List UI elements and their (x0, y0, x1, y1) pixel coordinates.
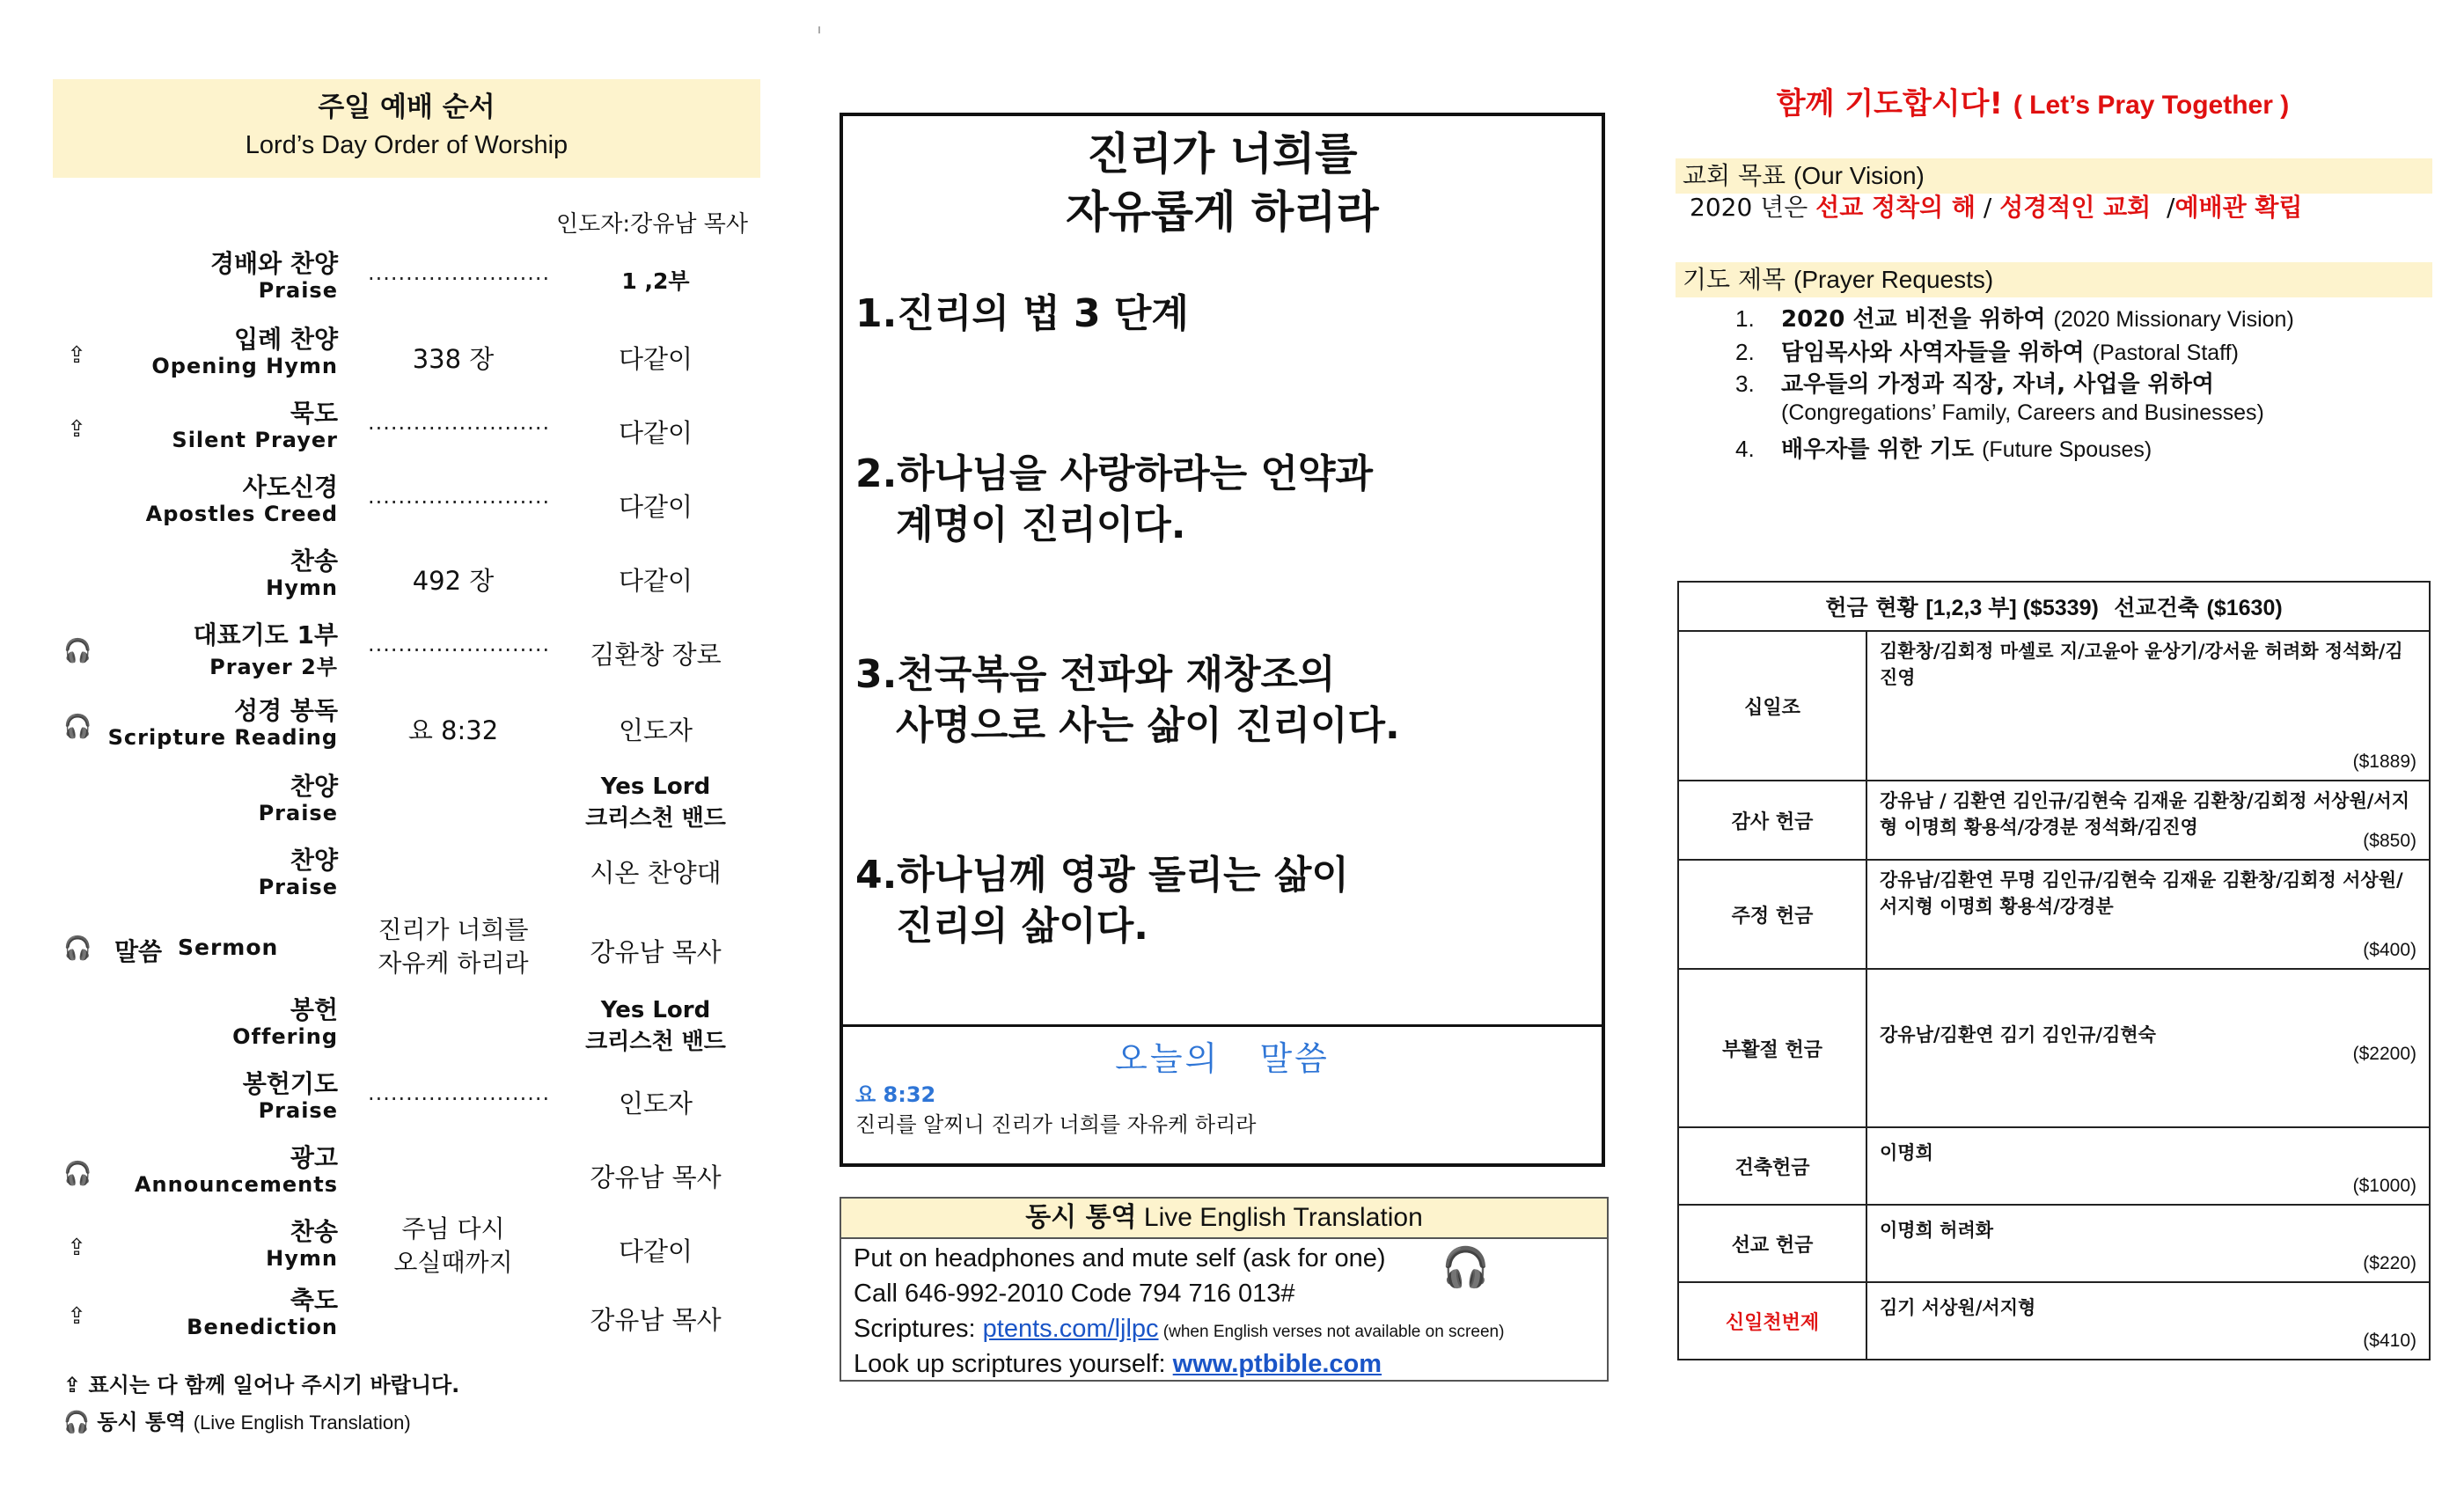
offering-category: 신일천번제 (1678, 1282, 1866, 1360)
order-item-en: Praise (258, 875, 338, 899)
translation-header (841, 1199, 1607, 1239)
translation-head-ko: 동시 통역 (1025, 1202, 1137, 1233)
order-item-en: Prayer 2부 (209, 655, 338, 679)
headphones-icon: 🎧 (63, 1410, 90, 1434)
offering-header-building: ($1630) (2206, 596, 2283, 620)
order-item-en: Praise (258, 1098, 338, 1123)
offering-names-cell (1866, 1127, 2430, 1205)
order-item-right: 다같이 (618, 344, 693, 374)
sermon-point: 1.진리의 법 3 단계 (855, 291, 1189, 336)
divider (843, 1024, 1602, 1027)
order-item-en: Praise (258, 278, 338, 303)
translation-scriptures (854, 1315, 1504, 1344)
order-item-mid: 338 장 (412, 344, 495, 374)
mid-line-1: 주님 다시 (401, 1214, 505, 1243)
pray-title-ko: 함께 기도합시다! (1776, 86, 2013, 121)
offering-names: 김기 서상원/서지형 (1880, 1297, 2036, 1318)
sermon-title (843, 125, 1602, 241)
offering-names-cell (1866, 781, 2430, 860)
order-item-praise-choir (0, 841, 792, 912)
order-item-ko: 입례 찬양 (234, 325, 338, 354)
mid-line-1: 진리가 너희를 (378, 915, 529, 944)
order-item-right: 인도자 (618, 1089, 693, 1118)
offering-category: 부활절 헌금 (1678, 969, 1866, 1127)
offering-amount: ($1000) (2352, 1176, 2416, 1196)
offering-amount: ($850) (2363, 831, 2416, 851)
vision-statement (1690, 188, 2302, 224)
order-item-en: Opening Hymn (151, 354, 338, 378)
scriptures-link[interactable]: ptents.com/ljlpc (982, 1315, 1159, 1343)
offering-row (1678, 969, 2430, 1127)
order-item-right: 다같이 (618, 418, 693, 448)
order-item-right: 강유남 목사 (590, 1162, 722, 1192)
prayer-request (1735, 301, 2294, 334)
offering-names: 김환창/김회정 마셀로 지/고윤아 윤상기/강서윤 허려화 정석화/김진영 (1880, 641, 2403, 688)
order-item-right: 다같이 (618, 1236, 693, 1266)
translation-note-en: (Live English Translation) (193, 1412, 411, 1434)
headphones-icon: 🎧 (63, 935, 92, 962)
worship-leader: 인도자:강유남 목사 (556, 211, 748, 238)
stand-up-icon: ⇪ (67, 416, 86, 443)
sermon-label-ko: 말씀 (114, 937, 163, 966)
dot-leader: ........................ (368, 1081, 551, 1105)
headphones-icon: 🎧 (63, 638, 92, 664)
vision-item: 성경적인 교회 (1999, 193, 2152, 222)
sermon-label-en: Sermon (178, 935, 279, 960)
order-item-silent-prayer (0, 394, 792, 465)
sermon-box (840, 113, 1605, 1167)
order-item-ko: 광고 (290, 1143, 338, 1172)
vision-item: 예배관 확립 (2174, 193, 2303, 222)
order-item-ko: 경배와 찬양 (210, 249, 338, 278)
todays-verse-title: 오늘의 말씀 (1115, 1039, 1330, 1078)
request-ko: 담임목사와 사역자들을 위하여 (1781, 340, 2093, 366)
order-item-apostles-creed (0, 468, 792, 539)
order-item-en: Silent Prayer (172, 428, 338, 452)
request-en: (2020 Missionary Vision) (2053, 307, 2294, 332)
offering-names: 강유남/김환연 무명 김인규/김현숙 김재윤 김환창/김회정 서상원/서지형 이명희 황용석/강경분 (1880, 869, 2403, 917)
order-item-mid: 492 장 (412, 566, 495, 596)
ptbible-link[interactable]: www.ptbible.com (1172, 1350, 1382, 1378)
offering-names-cell (1866, 860, 2430, 969)
translation-call-info: Call 646-992-2010 Code 794 716 013# (854, 1280, 1295, 1308)
right-line-2: 크리스천 밴드 (585, 805, 726, 832)
order-item-scripture-reading (0, 692, 792, 762)
order-item-right (554, 771, 757, 834)
stand-note: ⇪ 표시는 다 함께 일어나 주시기 바랍니다. (63, 1373, 460, 1397)
mid-line-2: 오실때까지 (393, 1248, 513, 1277)
offering-row (1678, 1205, 2430, 1282)
offering-row (1678, 1282, 2430, 1360)
order-item-ko: 찬송 (290, 1217, 338, 1246)
lookup-label: Look up scriptures yourself: (854, 1350, 1173, 1378)
offering-amount: ($400) (2363, 940, 2416, 960)
offering-category: 십일조 (1678, 631, 1866, 781)
request-en: (Future Spouses) (1982, 437, 2152, 462)
verse-text: 진리를 알찌니 진리가 너희를 자유케 하리라 (855, 1112, 1257, 1137)
sermon-title-line-2: 자유롭게 하리라 (1066, 187, 1379, 238)
offering-amount: ($1889) (2352, 752, 2416, 772)
vision-sep: / (1975, 193, 2000, 222)
request-number: 4. (1735, 436, 1755, 462)
order-item-ko: 찬송 (290, 546, 338, 576)
offering-names: 이명희 (1880, 1142, 1933, 1163)
order-item-mid: 요 8:32 (407, 715, 499, 745)
order-item-en: Hymn (266, 576, 338, 600)
order-item-offering-prayer (0, 1065, 792, 1135)
request-ko: 교우들의 가정과 직장, 자녀, 사업을 위하여 (1781, 371, 2214, 398)
requests-label-en: (Prayer Requests) (1793, 266, 1994, 293)
request-en: (Congregations’ Family, Careers and Businesses) (1781, 400, 2264, 425)
offering-header (1678, 582, 2430, 631)
stand-up-icon: ⇪ (67, 342, 86, 369)
translation-instruction: Put on headphones and mute self (ask for one) (854, 1244, 1386, 1272)
request-ko: 2020 선교 비전을 위하여 (1781, 306, 2054, 333)
order-title-ko: 주일 예배 순서 (318, 92, 495, 123)
order-of-worship-header (53, 79, 760, 178)
prayer-request-continued (1735, 400, 2264, 426)
order-item-ko: 봉헌 (290, 995, 338, 1024)
prayer-request (1735, 334, 2239, 367)
pray-title-en: ( Let’s Pray Together ) (2013, 91, 2290, 120)
order-item-right: 다같이 (618, 566, 693, 596)
offering-header-total: [1,2,3 부] ($5339) (1925, 596, 2099, 620)
order-item-right: 시온 찬양대 (590, 858, 722, 888)
dot-leader: ........................ (368, 632, 551, 656)
order-item-right: 김환창 장로 (590, 640, 722, 670)
dot-leader: ........................ (368, 260, 551, 285)
sermon-point: 3.천국복음 전파와 재창조의 사명으로 사는 삶이 진리이다. (855, 652, 1400, 748)
offering-names-cell (1866, 969, 2430, 1127)
sermon-title-line-1: 진리가 너희를 (1087, 128, 1358, 180)
order-item-ko: 묵도 (290, 399, 338, 428)
order-title-en: Lord’s Day Order of Worship (245, 131, 568, 159)
right-line-1: Yes Lord (600, 774, 711, 800)
vision-sep: / (2151, 193, 2175, 222)
right-line-2: 크리스천 밴드 (585, 1029, 726, 1055)
order-item-announcements (0, 1139, 792, 1209)
offering-amount: ($410) (2363, 1331, 2416, 1351)
offering-row (1678, 631, 2430, 781)
dot-leader: ........................ (368, 410, 551, 435)
order-item-en: Offering (232, 1024, 338, 1049)
requests-label-ko: 기도 제목 (1683, 265, 1793, 294)
offering-category: 선교 헌금 (1678, 1205, 1866, 1282)
offering-row (1678, 781, 2430, 860)
order-item-sermon (0, 913, 792, 984)
sermon-point: 4.하나님께 영광 돌리는 삶이 진리의 삶이다. (855, 853, 1349, 949)
offering-header-ko: 헌금 현황 (1825, 595, 1926, 620)
vision-item: 선교 정착의 해 (1815, 193, 1976, 222)
offering-amount: ($2200) (2352, 1044, 2416, 1064)
vision-label-en: (Our Vision) (1793, 162, 1925, 189)
order-item-right: 강유남 목사 (590, 937, 722, 967)
scriptures-label: Scriptures: (854, 1315, 983, 1343)
request-en: (Pastoral Staff) (2092, 341, 2239, 365)
headphones-icon: 🎧 (1441, 1246, 1490, 1289)
vision-prefix: 2020 년은 (1690, 193, 1816, 222)
stray-mark (818, 26, 820, 33)
order-item-right: 1 ,2부 (621, 268, 690, 294)
order-item-opening-hymn (0, 320, 792, 391)
order-item-right: 인도자 (618, 715, 693, 745)
headphones-icon: 🎧 (63, 714, 92, 740)
prayer-request (1735, 431, 2152, 464)
stand-up-icon: ⇪ (67, 1303, 86, 1330)
translation-note (63, 1404, 411, 1435)
order-item-praise (0, 245, 792, 315)
order-item-ko: 대표기도 1부 (193, 620, 338, 649)
offering-category: 감사 헌금 (1678, 781, 1866, 860)
offering-table (1677, 581, 2431, 1360)
pray-together-title (1654, 79, 2411, 122)
vision-label-ko: 교회 목표 (1683, 161, 1793, 190)
order-item-en: Announcements (134, 1172, 338, 1197)
offering-header-row (1678, 582, 2430, 631)
order-item-benediction (0, 1281, 792, 1352)
order-item-prayer (0, 616, 792, 686)
offering-category: 건축헌금 (1678, 1127, 1866, 1205)
offering-names: 강유남 / 김환연 김인규/김현숙 김재윤 김환창/김회정 서상원/서지형 이명희 황용석/강경분 정석화/김진영 (1880, 790, 2409, 838)
sermon-point: 2.하나님을 사랑하라는 언약과 계명이 진리이다. (855, 451, 1374, 547)
offering-names-cell (1866, 631, 2430, 781)
order-item-right (554, 994, 757, 1058)
translation-note-ko: 동시 통역 (97, 1410, 187, 1434)
verse-reference: 요 8:32 (855, 1082, 936, 1107)
order-item-closing-hymn (0, 1213, 792, 1283)
offering-category: 주정 헌금 (1678, 860, 1866, 969)
order-item-en: Hymn (266, 1246, 338, 1271)
request-number: 3. (1735, 370, 1755, 397)
offering-header-ko2: 선교건축 (2098, 595, 2207, 620)
scriptures-note: (when English verses not available on screen) (1158, 1323, 1505, 1341)
order-item-mid (368, 1213, 539, 1280)
offering-names-cell (1866, 1282, 2430, 1360)
order-item-en: Scripture Reading (107, 725, 338, 750)
request-number: 1. (1735, 305, 1755, 332)
order-item-offering (0, 991, 792, 1061)
mid-line-2: 자유케 하리라 (378, 949, 529, 978)
offering-row (1678, 1127, 2430, 1205)
order-item-en: Praise (258, 801, 338, 825)
prayer-requests-bar (1676, 262, 2432, 297)
order-item-ko: 찬양 (290, 772, 338, 801)
stand-up-icon: ⇪ (67, 1235, 86, 1261)
order-item-hymn (0, 542, 792, 612)
right-line-1: Yes Lord (600, 997, 711, 1023)
order-item-ko: 사도신경 (242, 473, 338, 502)
headphones-icon: 🎧 (63, 1161, 92, 1187)
offering-row (1678, 860, 2430, 969)
translation-lookup (854, 1350, 1382, 1379)
request-number: 2. (1735, 339, 1755, 365)
order-item-en: Benediction (187, 1315, 338, 1339)
translation-box (840, 1197, 1609, 1382)
order-item-ko: 봉헌기도 (242, 1069, 338, 1098)
offering-amount: ($220) (2363, 1253, 2416, 1273)
order-item-ko: 찬양 (290, 846, 338, 875)
prayer-request (1735, 366, 2214, 399)
offering-names: 강유남/김환연 김기 김인규/김현숙 (1880, 1024, 2156, 1045)
order-item-right: 강유남 목사 (590, 1305, 722, 1335)
dot-leader: ........................ (368, 484, 551, 509)
offering-names-cell (1866, 1205, 2430, 1282)
order-item-mid (368, 913, 539, 980)
order-item-en: Apostles Creed (145, 502, 338, 526)
translation-head-en: Live English Translation (1143, 1203, 1423, 1232)
request-ko: 배우자를 위한 기도 (1781, 436, 1983, 463)
order-item-ko: 축도 (290, 1286, 338, 1315)
order-item-right: 다같이 (618, 492, 693, 522)
order-item-praise-band (0, 767, 792, 838)
offering-names: 이명희 허려화 (1880, 1220, 1994, 1241)
order-item-ko: 성경 봉독 (234, 696, 338, 725)
